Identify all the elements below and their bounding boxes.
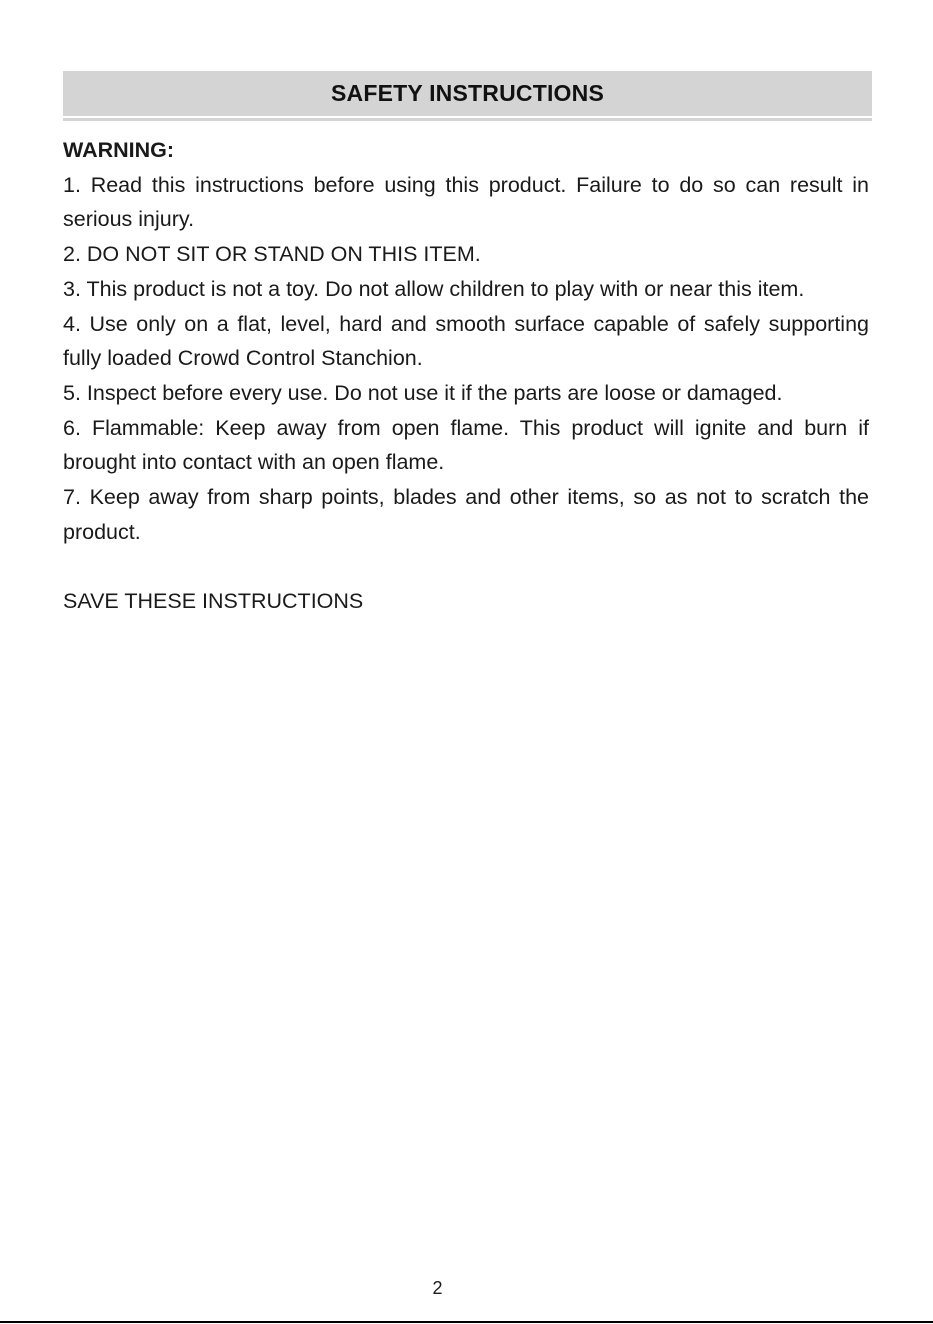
paragraph-spacer (63, 549, 869, 584)
instruction-item-6: 6. Flammable: Keep away from open flame. This product will ignite and burn if brought into contact with an open flame. (63, 415, 869, 475)
safety-instructions-body (63, 133, 869, 619)
page-number: 2 (432, 1278, 443, 1298)
section-header-bar (63, 71, 872, 116)
instruction-item-1: 1. Read this instructions before using this product. Failure to do so can result in serious injury. (63, 172, 869, 232)
instruction-item-5: 5. Inspect before every use. Do not use it if the parts are loose or damaged. (63, 380, 783, 405)
instruction-item-2: 2. DO NOT SIT OR STAND ON THIS ITEM. (63, 242, 481, 267)
instruction-item-7: 7. Keep away from sharp points, blades and other items, so as not to scratch the product. (63, 485, 869, 544)
header-underline (63, 118, 872, 121)
section-title: SAFETY INSTRUCTIONS (330, 80, 604, 106)
save-instructions-note: SAVE THESE INSTRUCTIONS (63, 589, 364, 614)
instruction-item-4: 4. Use only on a flat, level, hard and smooth surface capable of safely supporting fully loaded Crowd Control Stanchion. (63, 311, 869, 371)
instruction-item-3: 3. This product is not a toy. Do not allow children to play with or near this item. (63, 276, 805, 301)
page-bottom-border (0, 1321, 933, 1323)
warning-label: WARNING: (63, 138, 175, 162)
